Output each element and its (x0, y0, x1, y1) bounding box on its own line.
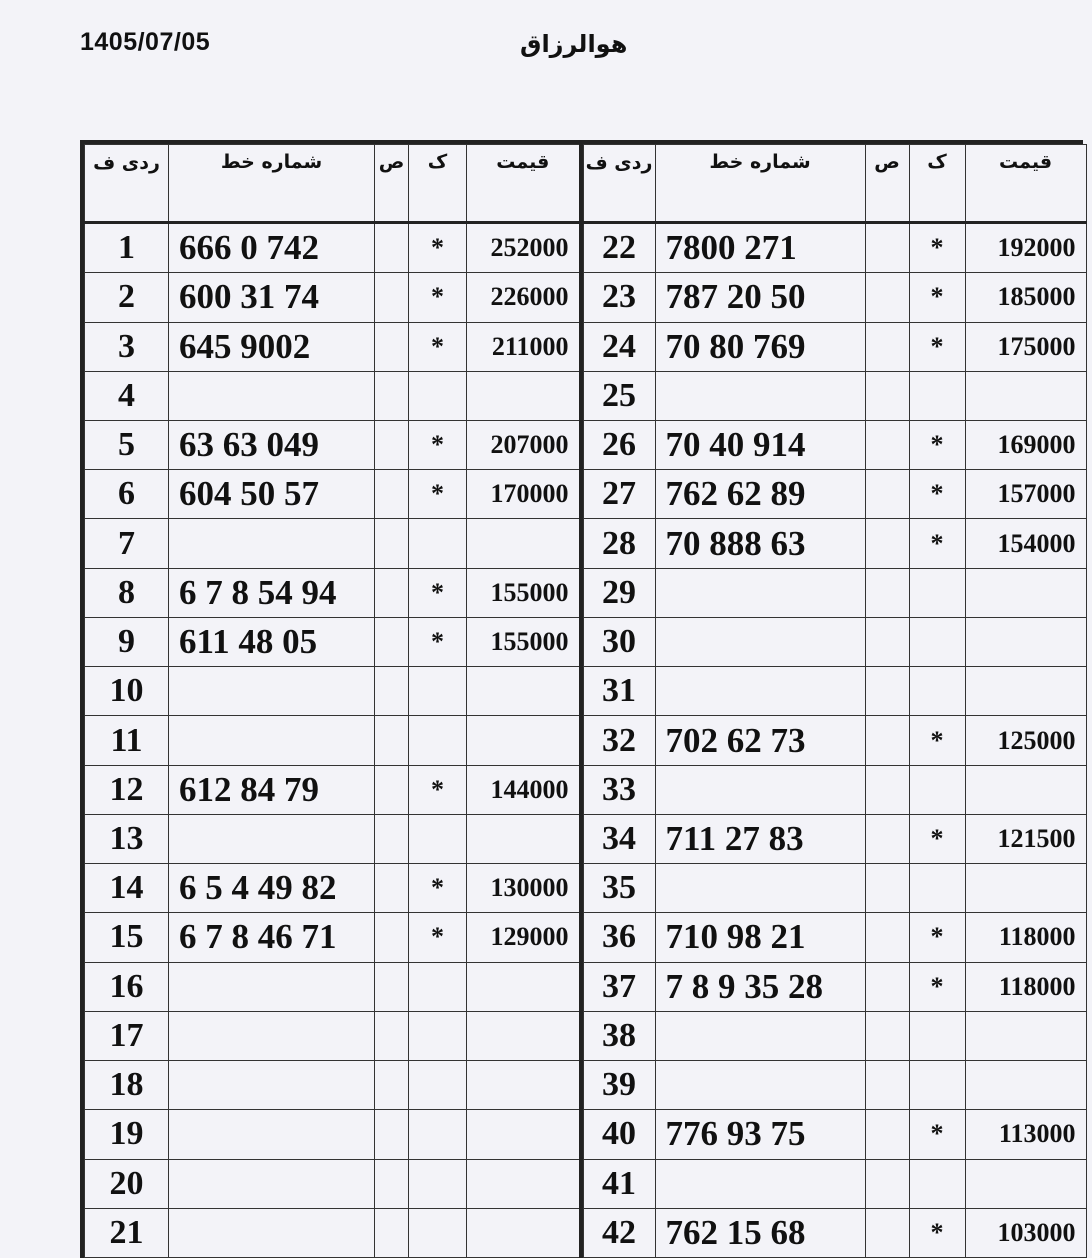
line-number: 762 15 68 (655, 1208, 865, 1257)
table-row (583, 519, 1086, 568)
line-number (655, 568, 865, 617)
table-row (583, 1011, 1086, 1060)
row-index: 3 (85, 322, 169, 371)
right-table (583, 144, 1087, 1258)
header-row (583, 145, 1086, 223)
flag-k (909, 371, 965, 420)
table-row (583, 1061, 1086, 1110)
flag-k: * (909, 420, 965, 469)
table-row (85, 864, 581, 913)
flag-k (409, 1159, 467, 1208)
line-number (169, 716, 375, 765)
line-number: 711 27 83 (655, 814, 865, 863)
flag-s (865, 814, 909, 863)
price-sheet (80, 140, 1083, 1258)
flag-k (909, 1011, 965, 1060)
flag-k (409, 1061, 467, 1110)
table-row (85, 1011, 581, 1060)
table-row (583, 864, 1086, 913)
price (467, 716, 581, 765)
flag-s (865, 1110, 909, 1159)
row-index: 41 (583, 1159, 655, 1208)
flag-s (375, 962, 409, 1011)
line-number (655, 1159, 865, 1208)
flag-s (375, 913, 409, 962)
column-header-k: ک (909, 145, 965, 223)
flag-k: * (909, 273, 965, 322)
flag-k (409, 716, 467, 765)
price (965, 1061, 1086, 1110)
row-index: 23 (583, 273, 655, 322)
row-index: 7 (85, 519, 169, 568)
flag-k: * (409, 322, 467, 371)
price (965, 371, 1086, 420)
line-number: 645 9002 (169, 322, 375, 371)
table-row (85, 1208, 581, 1257)
row-index: 30 (583, 617, 655, 666)
row-index: 42 (583, 1208, 655, 1257)
flag-s (865, 716, 909, 765)
table-row (85, 962, 581, 1011)
table-row (85, 568, 581, 617)
table-row (85, 1061, 581, 1110)
flag-k (409, 962, 467, 1011)
flag-k (909, 617, 965, 666)
row-index: 22 (583, 223, 655, 273)
flag-s (865, 913, 909, 962)
flag-k: * (409, 420, 467, 469)
row-index: 37 (583, 962, 655, 1011)
flag-s (375, 1159, 409, 1208)
line-number (655, 864, 865, 913)
row-index: 6 (85, 470, 169, 519)
price: 175000 (965, 322, 1086, 371)
price (965, 667, 1086, 716)
row-index: 38 (583, 1011, 655, 1060)
price: 129000 (467, 913, 581, 962)
line-number (169, 814, 375, 863)
flag-s (865, 519, 909, 568)
flag-s (865, 1061, 909, 1110)
table-row (85, 223, 581, 273)
flag-s (865, 371, 909, 420)
flag-k (409, 519, 467, 568)
table-row (583, 322, 1086, 371)
price: 185000 (965, 273, 1086, 322)
flag-k: * (909, 1208, 965, 1257)
price (467, 1110, 581, 1159)
line-number (169, 1011, 375, 1060)
line-number (655, 1061, 865, 1110)
flag-s (865, 420, 909, 469)
row-index: 16 (85, 962, 169, 1011)
flag-k (909, 568, 965, 617)
flag-k (409, 667, 467, 716)
flag-k: * (409, 223, 467, 273)
row-index: 1 (85, 223, 169, 273)
line-number (655, 371, 865, 420)
row-index: 10 (85, 667, 169, 716)
price: 125000 (965, 716, 1086, 765)
flag-k: * (409, 470, 467, 519)
flag-k (409, 814, 467, 863)
document-date: 1405/07/05 (80, 28, 211, 56)
row-index: 5 (85, 420, 169, 469)
row-index: 29 (583, 568, 655, 617)
price: 154000 (965, 519, 1086, 568)
column-header-k: ک (409, 145, 467, 223)
column-header-line-number: شماره خط (655, 145, 865, 223)
line-number (169, 1110, 375, 1159)
price (965, 1011, 1086, 1060)
flag-s (375, 371, 409, 420)
line-number: 612 84 79 (169, 765, 375, 814)
table-row (85, 519, 581, 568)
row-index: 17 (85, 1011, 169, 1060)
flag-k: * (909, 814, 965, 863)
table-row (85, 322, 581, 371)
row-index: 28 (583, 519, 655, 568)
line-number: 70 80 769 (655, 322, 865, 371)
left-table (84, 144, 583, 1258)
row-index: 21 (85, 1208, 169, 1257)
line-number: 63 63 049 (169, 420, 375, 469)
line-number (655, 617, 865, 666)
table-row (583, 371, 1086, 420)
line-number: 6 7 8 46 71 (169, 913, 375, 962)
document-heading: هوالرزاق (520, 30, 628, 58)
flag-k (909, 765, 965, 814)
flag-k: * (909, 962, 965, 1011)
price (467, 1011, 581, 1060)
price: 226000 (467, 273, 581, 322)
flag-k: * (909, 223, 965, 273)
table-row (583, 765, 1086, 814)
price (965, 1159, 1086, 1208)
flag-k: * (409, 913, 467, 962)
flag-s (375, 1061, 409, 1110)
row-index: 26 (583, 420, 655, 469)
table-row (583, 667, 1086, 716)
row-index: 36 (583, 913, 655, 962)
line-number: 702 62 73 (655, 716, 865, 765)
line-number (169, 519, 375, 568)
table-row (583, 470, 1086, 519)
flag-k: * (909, 1110, 965, 1159)
row-index: 25 (583, 371, 655, 420)
flag-k: * (909, 519, 965, 568)
table-row (583, 273, 1086, 322)
table-row (85, 814, 581, 863)
column-header-row-number: ردی ف (85, 145, 169, 223)
table-row (583, 420, 1086, 469)
flag-s (375, 1110, 409, 1159)
row-index: 8 (85, 568, 169, 617)
flag-k: * (909, 913, 965, 962)
table-row (583, 814, 1086, 863)
price: 252000 (467, 223, 581, 273)
column-header-price: قیمت (467, 145, 581, 223)
price: 130000 (467, 864, 581, 913)
row-index: 32 (583, 716, 655, 765)
flag-k (409, 1011, 467, 1060)
row-index: 9 (85, 617, 169, 666)
line-number (655, 1011, 865, 1060)
line-number (169, 667, 375, 716)
table-row (85, 765, 581, 814)
row-index: 39 (583, 1061, 655, 1110)
row-index: 34 (583, 814, 655, 863)
price (467, 667, 581, 716)
flag-k: * (909, 322, 965, 371)
flag-k: * (909, 716, 965, 765)
row-index: 27 (583, 470, 655, 519)
price (965, 568, 1086, 617)
flag-s (865, 470, 909, 519)
row-index: 35 (583, 864, 655, 913)
flag-k (409, 1208, 467, 1257)
price (467, 519, 581, 568)
table-row (85, 1110, 581, 1159)
row-index: 15 (85, 913, 169, 962)
price: 121500 (965, 814, 1086, 863)
price: 157000 (965, 470, 1086, 519)
price (467, 814, 581, 863)
line-number: 6 5 4 49 82 (169, 864, 375, 913)
table-row (85, 913, 581, 962)
column-header-row-number: ردی ف (583, 145, 655, 223)
flag-s (375, 667, 409, 716)
table-row (583, 617, 1086, 666)
price: 118000 (965, 913, 1086, 962)
table-row (85, 716, 581, 765)
price: 113000 (965, 1110, 1086, 1159)
price (467, 371, 581, 420)
table-row (85, 667, 581, 716)
column-header-s: ص (375, 145, 409, 223)
row-index: 24 (583, 322, 655, 371)
line-number (169, 371, 375, 420)
line-number (655, 765, 865, 814)
row-index: 33 (583, 765, 655, 814)
flag-s (375, 716, 409, 765)
flag-s (375, 273, 409, 322)
line-number: 666 0 742 (169, 223, 375, 273)
price: 211000 (467, 322, 581, 371)
table-row (85, 371, 581, 420)
row-index: 20 (85, 1159, 169, 1208)
column-header-line-number: شماره خط (169, 145, 375, 223)
price: 170000 (467, 470, 581, 519)
price (467, 1208, 581, 1257)
flag-s (865, 765, 909, 814)
flag-s (865, 1011, 909, 1060)
flag-k: * (409, 568, 467, 617)
flag-s (375, 322, 409, 371)
line-number: 7 8 9 35 28 (655, 962, 865, 1011)
row-index: 13 (85, 814, 169, 863)
row-index: 19 (85, 1110, 169, 1159)
flag-s (865, 617, 909, 666)
row-index: 11 (85, 716, 169, 765)
row-index: 31 (583, 667, 655, 716)
price: 155000 (467, 617, 581, 666)
price (965, 617, 1086, 666)
flag-s (375, 568, 409, 617)
table-row (583, 1208, 1086, 1257)
row-index: 18 (85, 1061, 169, 1110)
flag-k (909, 864, 965, 913)
line-number: 611 48 05 (169, 617, 375, 666)
table-row (583, 716, 1086, 765)
price (965, 765, 1086, 814)
price (467, 1159, 581, 1208)
table-row (583, 1110, 1086, 1159)
flag-s (375, 617, 409, 666)
row-index: 4 (85, 371, 169, 420)
line-number (169, 962, 375, 1011)
line-number: 600 31 74 (169, 273, 375, 322)
flag-s (375, 1208, 409, 1257)
price: 144000 (467, 765, 581, 814)
line-number: 70 888 63 (655, 519, 865, 568)
header-row (85, 145, 581, 223)
flag-k (409, 1110, 467, 1159)
flag-s (865, 962, 909, 1011)
line-number (169, 1159, 375, 1208)
flag-s (375, 814, 409, 863)
price: 118000 (965, 962, 1086, 1011)
flag-k: * (409, 273, 467, 322)
line-number: 762 62 89 (655, 470, 865, 519)
line-number (655, 667, 865, 716)
column-header-s: ص (865, 145, 909, 223)
flag-k (909, 1159, 965, 1208)
row-index: 40 (583, 1110, 655, 1159)
line-number: 776 93 75 (655, 1110, 865, 1159)
table-row (583, 1159, 1086, 1208)
table-row (583, 568, 1086, 617)
row-index: 12 (85, 765, 169, 814)
price (467, 962, 581, 1011)
line-number (169, 1061, 375, 1110)
row-index: 14 (85, 864, 169, 913)
right-table-body (583, 223, 1086, 1258)
row-index: 2 (85, 273, 169, 322)
flag-s (375, 765, 409, 814)
line-number: 604 50 57 (169, 470, 375, 519)
flag-k (409, 371, 467, 420)
flag-s (375, 864, 409, 913)
price: 192000 (965, 223, 1086, 273)
table-row (85, 1159, 581, 1208)
flag-k: * (409, 864, 467, 913)
column-header-price: قیمت (965, 145, 1086, 223)
line-number: 70 40 914 (655, 420, 865, 469)
flag-s (865, 273, 909, 322)
table-row (85, 420, 581, 469)
flag-s (865, 223, 909, 273)
flag-s (865, 1208, 909, 1257)
table-row (583, 913, 1086, 962)
flag-s (375, 1011, 409, 1060)
price: 103000 (965, 1208, 1086, 1257)
line-number (169, 1208, 375, 1257)
flag-k (909, 667, 965, 716)
table-row (85, 470, 581, 519)
line-number: 787 20 50 (655, 273, 865, 322)
flag-s (375, 223, 409, 273)
table-row (85, 617, 581, 666)
flag-s (865, 864, 909, 913)
flag-s (865, 568, 909, 617)
price: 169000 (965, 420, 1086, 469)
left-table-body (85, 223, 581, 1258)
flag-s (865, 667, 909, 716)
price (467, 1061, 581, 1110)
line-number: 7800 271 (655, 223, 865, 273)
flag-s (865, 322, 909, 371)
flag-s (375, 420, 409, 469)
flag-k: * (409, 765, 467, 814)
table-row (583, 223, 1086, 273)
flag-s (375, 519, 409, 568)
price: 155000 (467, 568, 581, 617)
flag-k: * (909, 470, 965, 519)
price: 207000 (467, 420, 581, 469)
line-number: 710 98 21 (655, 913, 865, 962)
flag-k: * (409, 617, 467, 666)
table-row (85, 273, 581, 322)
table-row (583, 962, 1086, 1011)
flag-s (375, 470, 409, 519)
flag-s (865, 1159, 909, 1208)
flag-k (909, 1061, 965, 1110)
price (965, 864, 1086, 913)
line-number: 6 7 8 54 94 (169, 568, 375, 617)
